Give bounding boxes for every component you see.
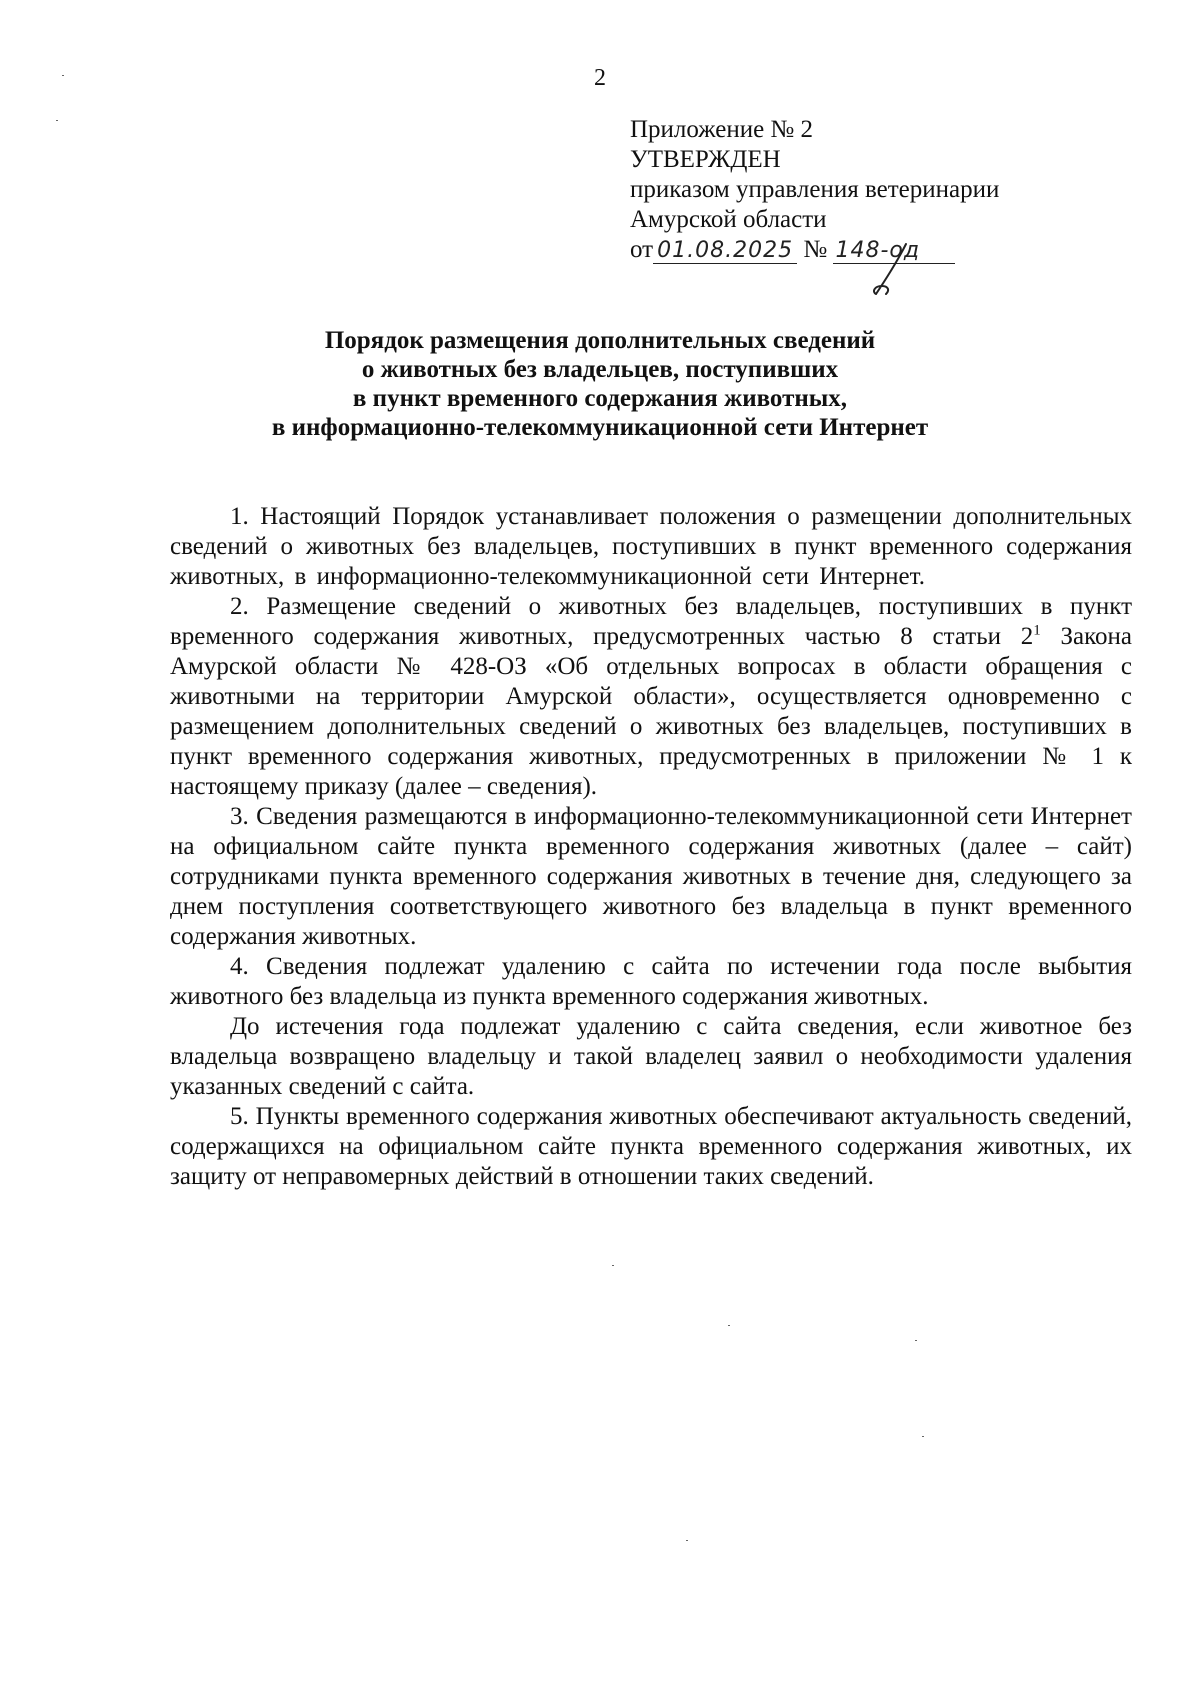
order-region: Амурской области [630, 206, 827, 233]
page-number: 2 [594, 65, 606, 91]
number-prefix: № [803, 236, 828, 263]
scan-speck [922, 1436, 924, 1437]
document-body [170, 502, 1132, 1192]
handwritten-order-number: 148-од [833, 239, 955, 264]
order-issuer: приказом управления ветеринарии [630, 176, 1000, 203]
paragraph-2-text-start: 2. Размещение сведений о животных без владельцев, поступивших в пункт временного содержания животных, предусмотренных частью 8 статьи 2 [170, 593, 1132, 650]
scan-speck [56, 120, 58, 121]
scan-speck [612, 1265, 614, 1266]
handwritten-stroke-mark [868, 242, 918, 300]
title-line: о животных без владельцев, поступивших [361, 356, 839, 383]
handwritten-date: 01.08.2025 [653, 239, 797, 264]
scan-speck [915, 1340, 917, 1341]
paragraph-4: 4. Сведения подлежат удалению с сайта по истечении года после выбытия животного без владельца из пункта временного содержания животных. [170, 953, 1132, 1010]
approved-label: УТВЕРЖДЕН [630, 146, 781, 173]
scan-speck [62, 75, 64, 76]
date-prefix: от [630, 236, 654, 263]
document-title [0, 326, 1200, 442]
title-line: в информационно-телекоммуникационной сети Интернет [271, 414, 929, 441]
paragraph-2-text-end: Закона Амурской области № 428-ОЗ «Об отдельных вопросах в области обращения с животными на территории Амурской области», осуществляется одновременно с размещением дополнительных сведений о животных без владельцев, поступивших в пункт временного содержания животных, предусмотренных в приложении № 1 к настоящему приказу (далее – сведения). [170, 623, 1132, 800]
title-line: в пункт временного содержания животных, [352, 385, 848, 412]
paragraph-5: 5. Пункты временного содержания животных обеспечивают актуальность сведений, содержащихся на официальном сайте пункта временного содержания животных, их защиту от неправомерных действий в отношении таких сведений. [170, 1103, 1132, 1190]
paragraph-3: 3. Сведения размещаются в информационно-телекоммуникационной сети Интернет на официальном сайте пункта временного содержания животных (далее – сайт) сотрудниками пункта временного содержания животных в течение дня, следующего за днем поступления соответствующего животного без владельца в пункт временного содержания животных. [170, 803, 1132, 950]
title-line: Порядок размещения дополнительных сведений [324, 327, 876, 354]
paragraph-4-continuation: До истечения года подлежат удалению с сайта сведения, если животное без владельца возвращено владельцу и такой владелец заявил о необходимости удаления указанных сведений с сайта. [170, 1013, 1132, 1100]
scan-speck [728, 1325, 730, 1326]
appendix-label: Приложение № 2 [630, 116, 814, 143]
paragraph-2 [170, 592, 1132, 802]
scan-speck [686, 1540, 688, 1541]
article-superscript: 1 [1033, 622, 1041, 639]
paragraph-1: 1. Настоящий Порядок устанавливает положения о размещении дополнительных сведений о животных без владельцев, поступивших в пункт временного содержания животных, в информационно-телекоммуникационной сети Интернет. [170, 503, 1132, 590]
